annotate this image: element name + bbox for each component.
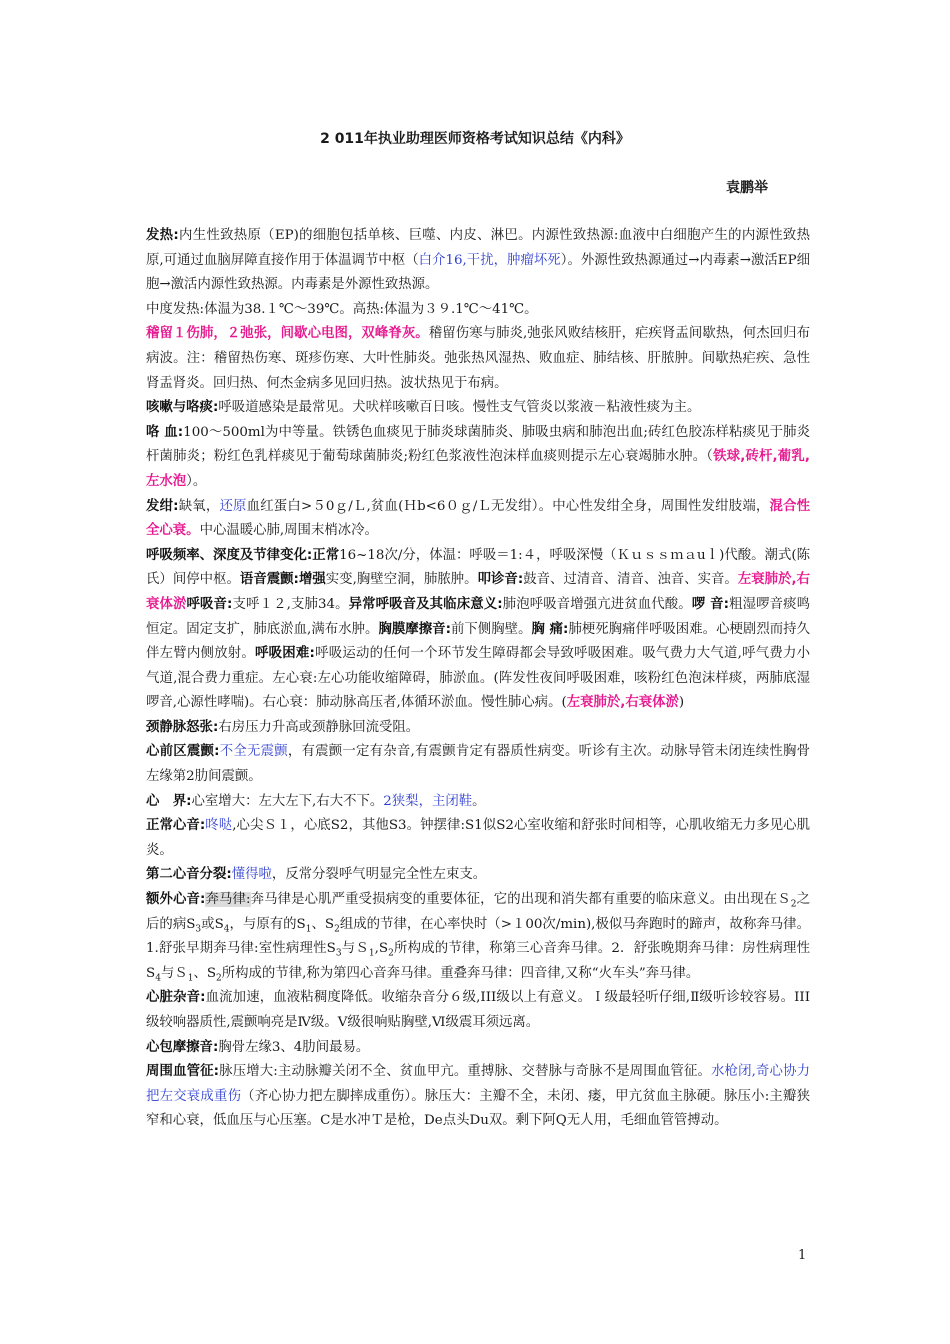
paragraph-text: 胸骨左缘3、4肋间最易。 — [218, 1039, 370, 1055]
paragraph-text: ) — [678, 695, 685, 711]
paragraph-text: 血红蛋白>５0ｇ/Ｌ,贫血(Ｈb<6０ｇ/Ｌ无发绀）。中心性发绀全身，周围性发绀肢端， — [246, 498, 770, 514]
paragraph-fever — [146, 224, 810, 298]
paragraph-text: 与Ｓ — [160, 965, 188, 981]
subscript: 2 — [334, 924, 340, 935]
highlight-blue: 还原 — [219, 498, 247, 514]
term-label: 心前区震颤: — [146, 744, 220, 760]
paragraph-text: 缺氧， — [178, 498, 220, 514]
subscript: 4 — [223, 924, 230, 935]
term-label: 咳嗽与咯痰: — [146, 400, 219, 416]
term-label: 呼吸音: — [186, 596, 233, 612]
paragraph-hemoptysis — [146, 421, 810, 495]
paragraph-text: 右房压力升高或颈静脉回流受阻。 — [218, 719, 420, 735]
highlight-blue: 懂得啦 — [231, 867, 272, 883]
highlight-pink: 铁球,砖杆,葡乳,左水泡 — [146, 449, 810, 489]
term-label: 颈静脉怒张: — [146, 719, 219, 735]
paragraph-text: ，有震颤一定有杂音,有震颤肯定有器质性病变。听诊有主次。动脉导管未闭连续性胸骨左缘第2肋间震颤。 — [146, 744, 811, 785]
paragraph-text: 实变,胸壁空洞，肺脓肿。 — [325, 572, 478, 588]
paragraph-cyanosis — [146, 495, 810, 544]
term-label: 咯 血: — [146, 424, 184, 440]
paragraph-text: 中心温暖心肺,周围末梢冰冷。 — [199, 523, 378, 539]
paragraph-text: ，与原有的S — [229, 916, 306, 932]
subscript: 2 — [216, 973, 222, 984]
paragraph-text: 所构成的节律，称第三心音奔马律。2．舒张晚期奔马律：房性病理性S — [146, 941, 810, 981]
term-label: 啰 音: — [691, 596, 729, 612]
term-label: 正常心音: — [146, 818, 206, 834]
term-label: 第二心音分裂: — [146, 867, 232, 883]
subscript: 1 — [305, 924, 312, 935]
paragraph-peripheral-signs — [146, 1060, 810, 1134]
paragraph-text: 与Ｓ — [341, 941, 369, 957]
paragraph-text: 稽留伤寒与肺炎,弛张风败结核肝，疟疾肾盂间歇热，何杰回归布病波。注：稽留热伤寒、斑疹伤寒、大叶性肺炎。弛张热风湿热、败血症、肺结核、肝脓肿。间歇热疟疾、急性肾盂肾炎。回归热、何杰金病多见回归热。波状热见于布病。 — [146, 326, 810, 391]
paragraph-text: ,心尖Ｓ１，心底S2，其他S3。钟摆律:S1似S2心室收缩和舒张时间相等，心肌收缩无力多见心肌炎。 — [146, 818, 811, 858]
term-label: 心包摩擦音: — [146, 1039, 219, 1055]
highlight-blue: 水枪闭,奇心协力把左交衰成重伤 — [146, 1064, 811, 1104]
highlight-pink: 稽留１伤肺，２弛张，间歇心电图，双峰脊灰。 — [146, 326, 429, 342]
subscript: 2 — [388, 948, 394, 959]
subscript: 2 — [790, 899, 797, 910]
highlight-blue: 2狭梨，主闭鞋 — [383, 793, 473, 809]
paragraph-extra-sounds — [146, 888, 810, 986]
highlight-blue: 白介16,干扰，肿瘤坏死 — [418, 252, 561, 268]
paragraph-text: 呼吸道感染是最常见。犬吠样咳嗽百日咳。慢性支气管炎以浆液－粘液性痰为主。 — [218, 400, 701, 416]
highlight-blue: 不全无震颤 — [219, 744, 288, 760]
paragraph-text: 呼吸运动的任何一个环节发生障碍都会导致呼吸困难。吸气费力大气道,呼气费力小气道,混合费力重症。左心衰:左心功能收缩障碍，肺淤血。(阵发性夜间呼吸困难，咳粉红色泡沫样痰，两肺底湿啰音,心源性哮喘)。右心衰：肺动脉高压者,体循环淤血。慢性肺心病。( — [146, 646, 811, 711]
term-label: 发热: — [146, 228, 179, 243]
page-number: 1 — [798, 1248, 807, 1263]
term-label: 语音震颤:增强 — [239, 572, 326, 588]
paragraph-text: ，反常分裂呼气明显完全性左束支。 — [271, 867, 487, 883]
paragraph-respiration — [146, 544, 810, 716]
paragraph-text: ）。 — [186, 473, 207, 489]
paragraph-fever-types — [146, 322, 810, 396]
paragraph-text: ,S — [374, 941, 389, 957]
paragraph-murmur — [146, 986, 810, 1035]
term-label: 发绀: — [146, 498, 179, 514]
paragraph-text: 粗湿啰音痰鸣恒定。固定支扩，肺底淤血,满布水肿。 — [146, 596, 811, 637]
paragraph-text: 内生性致热原（EP)的细胞包括单核、巨噬、内皮、淋巴。内源性致热源:血液中白细胞产生的内源性致热原,可通过血脑屏障直接作用于体温调节中枢（ — [146, 228, 810, 268]
term-label: 叩诊音: — [477, 572, 524, 588]
paragraph-text: 、S — [311, 916, 335, 932]
highlight-pink: 左衰肺於,右衰体淤 — [566, 695, 679, 711]
paragraph-text: 肺梗死胸痛伴呼吸困难。心梗剧烈而持久伴左臂内侧放射。 — [146, 621, 810, 662]
paragraph-jugular — [146, 716, 810, 741]
highlight-pink: 混合性全心衰。 — [146, 498, 811, 539]
subscript: 1 — [187, 973, 194, 984]
paragraph-cardiac-border — [146, 790, 810, 815]
paragraph-text: 前下侧胸壁。 — [450, 621, 532, 637]
paragraph-text: 心室增大：左大左下,右大不下。 — [191, 793, 384, 809]
paragraph-text: 支呼１２,支肺34。 — [232, 596, 349, 612]
highlight-gray: 奔马律: — [205, 892, 251, 908]
paragraph-fever-degree: 中度发热:体温为38.１℃～39℃。高热:体温为３９.1℃～41℃。 — [146, 301, 538, 317]
author-name: 袁鹏举 — [726, 180, 768, 196]
paragraph-text: ）。外源性致热源通过→内毒素→激活EP细胞→激活内源性致热源。内毒素是外源性致热源。 — [146, 252, 810, 293]
term-label: 胸膜摩擦音: — [378, 621, 451, 637]
paragraph-text: 肺泡呼吸音增强亢进贫血代酸。 — [502, 596, 692, 612]
term-label: 呼吸困难: — [255, 646, 315, 662]
paragraph-text: 脉压增大:主动脉瓣关闭不全、贫血甲亢。重搏脉、交替脉与奇脉不是周围血管征。 — [219, 1064, 712, 1080]
paragraph-text: 、S — [193, 965, 217, 981]
paragraph-heart-sounds — [146, 814, 810, 863]
subscript: 3 — [195, 924, 202, 935]
subscript: 1 — [368, 948, 375, 959]
paragraph-text: 之后的病S — [146, 892, 811, 932]
paragraph-text: 100～500ml为中等量。铁锈色血痰见于肺炎球菌肺炎、肺吸虫病和肺泡出血;砖红色胶冻样粘痰见于肺炎杆菌肺炎；粉红色乳样痰见于葡萄球菌肺炎;粉红色浆液性泡沫样血痰则提示左心衰竭肺水肿。（ — [146, 424, 810, 465]
paragraph-text: 奔马律是心肌严重受损病变的重要体征，它的出现和消失都有重要的临床意义。由出现在Ｓ — [250, 892, 791, 908]
paragraph-text: 组成的节律，在心率快时（>１00次/min),极似马奔跑时的蹄声，故称奔马律。1.舒张早期奔马律:室性病理性S — [146, 916, 810, 957]
document-body — [146, 224, 810, 1134]
term-label: 异常呼吸音及其临床意义: — [348, 596, 503, 612]
term-label: 额外心音: — [146, 892, 206, 908]
term-label: 胸 痛: — [531, 621, 569, 637]
paragraph-text: （齐心协力把左脚摔成重伤）。脉压大：主瓣不全，未闭、瘘，甲亢贫血主脉硬。脉压小:主瓣狭窄和心衰，低血压与心压塞。C是水冲Ｔ是枪，De点头Du双。剩下阿Q无人用，毛细血管管搏动。 — [146, 1088, 810, 1129]
paragraph-thrill — [146, 740, 810, 789]
term-label: 心 界: — [146, 793, 192, 809]
document-title: 2 011年执业助理医师资格考试知识总结《内科》 — [320, 131, 630, 147]
paragraph-text: 血流加速，血液粘稠度降低。收缩杂音分６级,III级以上有意义。Ｉ级最轻听仔细,Ⅱ级听诊较容易。III级较响器质性,震颤响亮是Ⅳ级。Ⅴ级很响贴胸壁,Ⅵ级震耳须远离。 — [146, 990, 810, 1030]
paragraph-text: 鼓音、过清音、清音、浊音、实音。 — [523, 572, 738, 588]
term-label: 呼吸频率、深度及节律变化: — [146, 547, 313, 563]
highlight-blue: 咚哒 — [205, 818, 233, 834]
paragraph-cough — [146, 396, 810, 421]
highlight-pink: 左衰肺於,右衰体淤 — [146, 572, 810, 612]
paragraph-pericardial-rub — [146, 1036, 810, 1061]
paragraph-text: 或S — [201, 916, 224, 932]
paragraph-s2-split — [146, 863, 810, 888]
term-label: 正常 — [312, 547, 340, 563]
term-label: 心脏杂音: — [146, 990, 206, 1006]
subscript: 4 — [155, 973, 161, 984]
term-label: 周围血管征: — [146, 1064, 220, 1080]
paragraph-text: 。 — [472, 793, 486, 809]
paragraph-text: 所构成的节律,称为第四心音奔马律。重叠奔马律：四音律,又称“火车头”奔马律。 — [221, 965, 700, 981]
paragraph-text: 16~18次/分，体温：呼吸＝1:４，呼吸深慢（Ｋｕｓｓｍａuｌ)代酸。潮式(陈氏）间停中枢。 — [146, 547, 811, 588]
subscript: 3 — [335, 948, 342, 959]
